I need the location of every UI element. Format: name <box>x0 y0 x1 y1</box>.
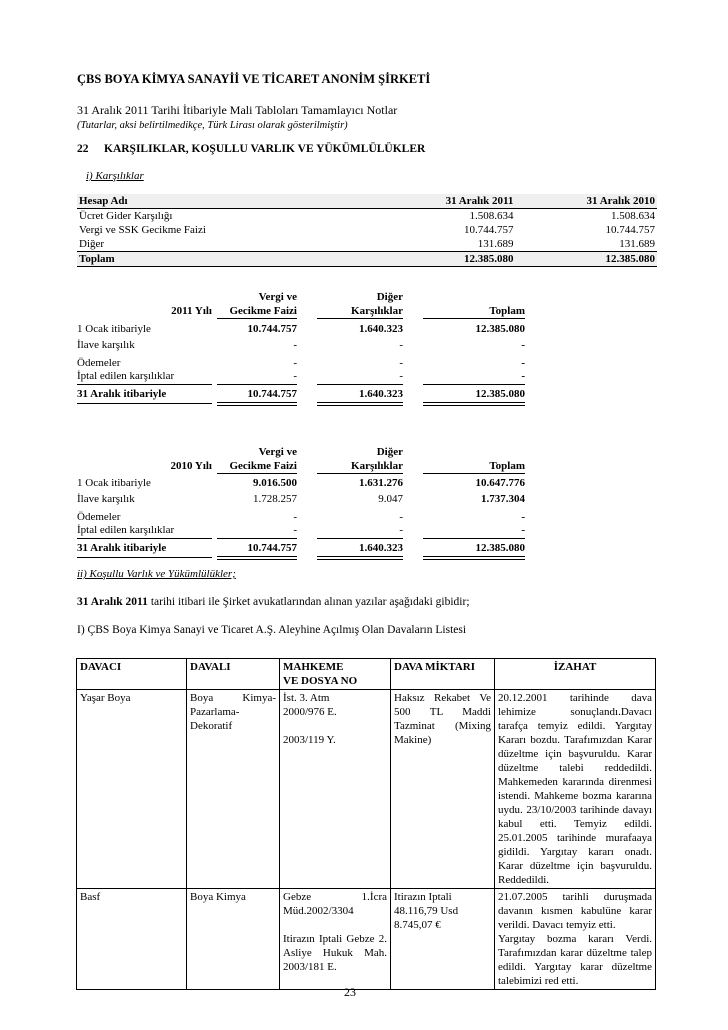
cell: 10.744.757 <box>247 323 297 335</box>
col-plaintiff: DAVACI <box>77 659 187 690</box>
row-label: İptal edilen karşılıklar <box>77 524 175 536</box>
company-title: ÇBS BOYA KİMYA SANAYİİ VE TİCARET ANONİM ŞİRKETİ <box>77 72 431 86</box>
row-label: İptal edilen karşılıklar <box>77 370 175 382</box>
cell: 1.640.323 <box>359 323 403 335</box>
cell: - <box>399 370 403 382</box>
cell: - <box>293 357 297 369</box>
cell: Itirazın Iptali 48.116,79 Usd 8.745,07 € <box>391 889 495 990</box>
row-label: Ödemeler <box>77 357 121 369</box>
cell: - <box>521 524 525 536</box>
col-court: MAHKEME VE DOSYA NO <box>280 659 391 690</box>
col-tax-l1: Vergi ve <box>258 291 297 303</box>
col-other-l1: Diğer <box>376 446 403 458</box>
cell: 12.385.080 <box>475 542 525 554</box>
total-label: 31 Aralık itibariyle <box>77 388 167 400</box>
provisions-table <box>77 194 657 267</box>
cell: 12.385.080 <box>515 252 657 267</box>
cell: 10.744.757 <box>463 224 514 236</box>
cell: Ücret Gider Karşılığı <box>79 210 173 222</box>
table-header-row <box>77 659 656 690</box>
cell: - <box>399 524 403 536</box>
cell: 9.047 <box>378 493 403 505</box>
col-amount: DAVA MİKTARI <box>391 659 495 690</box>
cell: 12.385.080 <box>374 252 516 267</box>
col-tax-l1: Vergi ve <box>258 446 297 458</box>
cell: 1.737.304 <box>481 493 525 505</box>
para-text: tarihi itibari ile Şirket avukatlarından alınan yazılar aşağıdaki gibidir; <box>147 596 470 608</box>
table-row <box>77 690 656 889</box>
lawyers-paragraph <box>77 596 470 608</box>
cell: - <box>521 511 525 523</box>
col-tax-l2: Gecikme Faizi <box>229 305 297 317</box>
table-row <box>77 889 656 990</box>
cell: 10.744.757 <box>247 388 297 400</box>
col-total: Toplam <box>489 460 525 472</box>
row-label: 1 Ocak itibariyle <box>77 323 151 335</box>
cell: 1.728.257 <box>253 493 297 505</box>
cell: 1.508.634 <box>469 210 514 222</box>
cell: 10.647.776 <box>475 477 525 489</box>
col-defendant: DAVALI <box>187 659 280 690</box>
cell: 20.12.2001 tarihinde dava lehimize sonuçlandı.Davacı tarafça temyiz edildi. Yargıtay Kararı bozdu. Tarafımızdan Karar düzeltme için başvuruldu. Karar düzeltme talebi reddedildi. Mahkemeden kararında direnmesi istendi. Mahkeme bozma kararına uydu. 23/10/2003 tarihinde davayı kabul etti. Temyiz edildi. 25.01.2005 tarihinde murafaaya gidildi. Yargıtay kararı onadı. Karar düzeltme için başvuruldu. Reddedildi. <box>495 690 656 889</box>
section-number: 22 <box>77 143 89 155</box>
row-label: 1 Ocak itibariyle <box>77 477 151 489</box>
row-label: İlave karşılık <box>77 339 135 351</box>
cell: Haksız Rekabet Ve 500 TL Maddi Tazminat (Mixing Makine) <box>391 690 495 889</box>
cell: 10.744.757 <box>605 224 655 236</box>
cell: Basf <box>77 889 187 990</box>
cell: 131.689 <box>619 238 655 250</box>
table-total-row <box>77 252 657 267</box>
table-row <box>77 209 657 224</box>
table-row <box>77 237 657 252</box>
cell: 9.016.500 <box>253 477 297 489</box>
cell: - <box>293 511 297 523</box>
cell: 21.07.2005 tarihli duruşmada davanın kısmen kabulüne karar verildi. Davacı temyiz etti. Yargıtay bozma kararı Verdi. Tarafımızdan karar düzeltme talep edildi. Yargıtay karar düzeltme talebimizi red etti. <box>495 889 656 990</box>
cell: - <box>399 511 403 523</box>
cell: Vergi ve SSK Gecikme Faizi <box>79 224 206 236</box>
cell: - <box>521 370 525 382</box>
col-account: Hesap Adı <box>77 194 374 209</box>
year-label: 2010 Yılı <box>170 460 212 472</box>
table-header-row <box>77 194 657 209</box>
page-subtitle: 31 Aralık 2011 Tarihi İtibariyle Mali Tabloları Tamamlayıcı Notlar <box>77 103 398 117</box>
subsection-provisions: i) Karşılıklar <box>86 170 144 182</box>
col-other-l2: Karşılıklar <box>351 305 403 317</box>
cell: İst. 3. Atm 2000/976 E. 2003/119 Y. <box>280 690 391 889</box>
cell: Yaşar Boya <box>77 690 187 889</box>
lawsuit-list-title: I) ÇBS Boya Kimya Sanayi ve Ticaret A.Ş. Aleyhine Açılmış Olan Davaların Listesi <box>77 624 467 636</box>
total-label: 31 Aralık itibariyle <box>77 542 167 554</box>
cell: Boya Kimya <box>187 889 280 990</box>
cell: Toplam <box>77 252 374 267</box>
cell: Boya Kimya-Pazarlama-Dekoratif <box>187 690 280 889</box>
cell: 10.744.757 <box>247 542 297 554</box>
cell: - <box>293 524 297 536</box>
cell: 1.631.276 <box>359 477 403 489</box>
cell: 1.508.634 <box>611 210 655 222</box>
subsection-contingent: ii) Koşullu Varlık ve Yükümlülükler; <box>77 568 236 580</box>
year-label: 2011 Yılı <box>171 305 212 317</box>
col-explanation: İZAHAT <box>495 659 656 690</box>
cell: 12.385.080 <box>475 388 525 400</box>
cell: Gebze 1.İcra Müd.2002/3304 Itirazın Iptali Gebze 2. Asliye Hukuk Mah. 2003/181 E. <box>280 889 391 990</box>
cell: - <box>399 339 403 351</box>
currency-note: (Tutarlar, aksi belirtilmedikçe, Türk Lirası olarak gösterilmiştir) <box>77 120 348 131</box>
table-row <box>77 223 657 237</box>
row-label: İlave karşılık <box>77 493 135 505</box>
col-other-l1: Diğer <box>376 291 403 303</box>
col-other-l2: Karşılıklar <box>351 460 403 472</box>
col-tax-l2: Gecikme Faizi <box>229 460 297 472</box>
row-label: Ödemeler <box>77 511 121 523</box>
cell: - <box>521 339 525 351</box>
cell: - <box>521 357 525 369</box>
cell: 1.640.323 <box>359 388 403 400</box>
para-date: 31 Aralık 2011 <box>77 596 148 608</box>
col-2010: 31 Aralık 2010 <box>515 194 657 209</box>
cell: - <box>293 339 297 351</box>
cell: - <box>293 370 297 382</box>
cell: - <box>399 357 403 369</box>
cell: 1.640.323 <box>359 542 403 554</box>
cell: 12.385.080 <box>475 323 525 335</box>
page-number: 23 <box>344 985 356 999</box>
col-total: Toplam <box>489 305 525 317</box>
lawsuits-table <box>76 658 656 990</box>
section-title: KARŞILIKLAR, KOŞULLU VARLIK VE YÜKÜMLÜLÜKLER <box>104 143 426 155</box>
cell: 131.689 <box>477 238 514 250</box>
cell: Diğer <box>79 238 105 250</box>
col-2011: 31 Aralık 2011 <box>374 194 516 209</box>
